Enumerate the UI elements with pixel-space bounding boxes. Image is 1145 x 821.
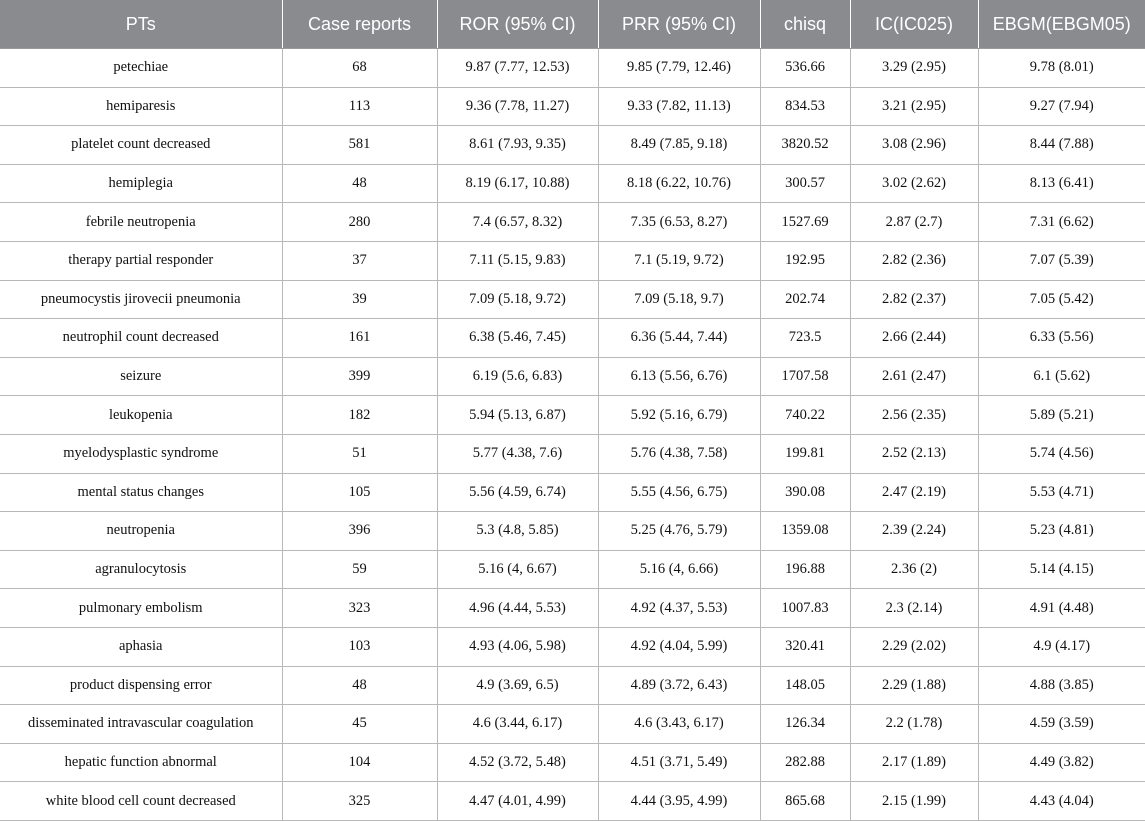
column-header: PTs	[0, 0, 282, 49]
pt-name-cell: platelet count decreased	[0, 126, 282, 165]
table-cell: 9.78 (8.01)	[978, 49, 1145, 88]
table-cell: 5.74 (4.56)	[978, 434, 1145, 473]
table-row	[0, 666, 1145, 705]
pt-name-cell: agranulocytosis	[0, 550, 282, 589]
pt-name-cell: seizure	[0, 357, 282, 396]
table-cell: 5.14 (4.15)	[978, 550, 1145, 589]
table-cell: 4.92 (4.37, 5.53)	[598, 589, 760, 628]
table-cell: 4.44 (3.95, 4.99)	[598, 782, 760, 821]
table-row	[0, 434, 1145, 473]
table-row	[0, 743, 1145, 782]
table-cell: 6.36 (5.44, 7.44)	[598, 319, 760, 358]
table-cell: 5.25 (4.76, 5.79)	[598, 512, 760, 551]
column-header: IC(IC025)	[850, 0, 978, 49]
table-cell: 3.29 (2.95)	[850, 49, 978, 88]
pt-name-cell: therapy partial responder	[0, 241, 282, 280]
table-cell: 5.53 (4.71)	[978, 473, 1145, 512]
table-cell: 325	[282, 782, 437, 821]
table-cell: 4.92 (4.04, 5.99)	[598, 627, 760, 666]
table-cell: 196.88	[760, 550, 850, 589]
table-cell: 7.07 (5.39)	[978, 241, 1145, 280]
table-row	[0, 319, 1145, 358]
table-cell: 4.49 (3.82)	[978, 743, 1145, 782]
table-cell: 4.91 (4.48)	[978, 589, 1145, 628]
table-row	[0, 473, 1145, 512]
table-cell: 5.77 (4.38, 7.6)	[437, 434, 598, 473]
table-cell: 4.9 (4.17)	[978, 627, 1145, 666]
table-cell: 2.87 (2.7)	[850, 203, 978, 242]
table-cell: 2.29 (1.88)	[850, 666, 978, 705]
header-row	[0, 0, 1145, 49]
table-cell: 2.56 (2.35)	[850, 396, 978, 435]
column-header: Case reports	[282, 0, 437, 49]
table-cell: 8.13 (6.41)	[978, 164, 1145, 203]
table-cell: 7.4 (6.57, 8.32)	[437, 203, 598, 242]
table-cell: 9.27 (7.94)	[978, 87, 1145, 126]
table-cell: 7.1 (5.19, 9.72)	[598, 241, 760, 280]
column-header: chisq	[760, 0, 850, 49]
pt-name-cell: aphasia	[0, 627, 282, 666]
table-cell: 834.53	[760, 87, 850, 126]
table-row	[0, 357, 1145, 396]
table-cell: 103	[282, 627, 437, 666]
table-row	[0, 627, 1145, 666]
table-cell: 5.94 (5.13, 6.87)	[437, 396, 598, 435]
table-cell: 7.31 (6.62)	[978, 203, 1145, 242]
table-cell: 2.2 (1.78)	[850, 705, 978, 744]
table-cell: 182	[282, 396, 437, 435]
pt-name-cell: leukopenia	[0, 396, 282, 435]
table-cell: 5.23 (4.81)	[978, 512, 1145, 551]
table-cell: 9.85 (7.79, 12.46)	[598, 49, 760, 88]
table-row	[0, 241, 1145, 280]
table-cell: 3.02 (2.62)	[850, 164, 978, 203]
table-row	[0, 705, 1145, 744]
table-cell: 148.05	[760, 666, 850, 705]
pt-name-cell: neutropenia	[0, 512, 282, 551]
pt-name-cell: disseminated intravascular coagulation	[0, 705, 282, 744]
table-cell: 202.74	[760, 280, 850, 319]
table-cell: 390.08	[760, 473, 850, 512]
table-cell: 4.59 (3.59)	[978, 705, 1145, 744]
table-row	[0, 512, 1145, 551]
column-header: EBGM(EBGM05)	[978, 0, 1145, 49]
table-cell: 3.21 (2.95)	[850, 87, 978, 126]
table-cell: 2.82 (2.36)	[850, 241, 978, 280]
table-cell: 4.6 (3.43, 6.17)	[598, 705, 760, 744]
table-cell: 1359.08	[760, 512, 850, 551]
pt-name-cell: mental status changes	[0, 473, 282, 512]
table-cell: 3820.52	[760, 126, 850, 165]
table-cell: 6.38 (5.46, 7.45)	[437, 319, 598, 358]
table-cell: 2.47 (2.19)	[850, 473, 978, 512]
table-cell: 9.33 (7.82, 11.13)	[598, 87, 760, 126]
pt-name-cell: hemiplegia	[0, 164, 282, 203]
table-cell: 5.16 (4, 6.66)	[598, 550, 760, 589]
table-cell: 1007.83	[760, 589, 850, 628]
table-cell: 7.35 (6.53, 8.27)	[598, 203, 760, 242]
table-cell: 865.68	[760, 782, 850, 821]
table-row	[0, 782, 1145, 821]
table-cell: 4.89 (3.72, 6.43)	[598, 666, 760, 705]
table-cell: 105	[282, 473, 437, 512]
table-cell: 4.88 (3.85)	[978, 666, 1145, 705]
table-cell: 6.13 (5.56, 6.76)	[598, 357, 760, 396]
table-cell: 9.87 (7.77, 12.53)	[437, 49, 598, 88]
table-cell: 113	[282, 87, 437, 126]
table-cell: 192.95	[760, 241, 850, 280]
table-cell: 323	[282, 589, 437, 628]
table-cell: 39	[282, 280, 437, 319]
table-cell: 45	[282, 705, 437, 744]
table-cell: 4.51 (3.71, 5.49)	[598, 743, 760, 782]
table-cell: 4.47 (4.01, 4.99)	[437, 782, 598, 821]
table-cell: 1527.69	[760, 203, 850, 242]
table-cell: 4.93 (4.06, 5.98)	[437, 627, 598, 666]
table-cell: 7.09 (5.18, 9.72)	[437, 280, 598, 319]
table-cell: 8.44 (7.88)	[978, 126, 1145, 165]
pt-name-cell: petechiae	[0, 49, 282, 88]
table-cell: 2.17 (1.89)	[850, 743, 978, 782]
table-row	[0, 164, 1145, 203]
pt-name-cell: febrile neutropenia	[0, 203, 282, 242]
table-cell: 8.49 (7.85, 9.18)	[598, 126, 760, 165]
table-cell: 2.52 (2.13)	[850, 434, 978, 473]
table-cell: 5.92 (5.16, 6.79)	[598, 396, 760, 435]
table-cell: 280	[282, 203, 437, 242]
column-header: ROR (95% CI)	[437, 0, 598, 49]
pt-name-cell: hepatic function abnormal	[0, 743, 282, 782]
table-cell: 5.55 (4.56, 6.75)	[598, 473, 760, 512]
table-cell: 4.43 (4.04)	[978, 782, 1145, 821]
table-cell: 4.96 (4.44, 5.53)	[437, 589, 598, 628]
table-row	[0, 280, 1145, 319]
table-row	[0, 49, 1145, 88]
table-cell: 2.3 (2.14)	[850, 589, 978, 628]
table-cell: 740.22	[760, 396, 850, 435]
table-cell: 5.16 (4, 6.67)	[437, 550, 598, 589]
table-cell: 581	[282, 126, 437, 165]
table-cell: 320.41	[760, 627, 850, 666]
table-cell: 8.18 (6.22, 10.76)	[598, 164, 760, 203]
table-cell: 9.36 (7.78, 11.27)	[437, 87, 598, 126]
table-header	[0, 0, 1145, 49]
table-cell: 5.56 (4.59, 6.74)	[437, 473, 598, 512]
table-cell: 6.19 (5.6, 6.83)	[437, 357, 598, 396]
table-cell: 723.5	[760, 319, 850, 358]
table-row	[0, 126, 1145, 165]
table-row	[0, 203, 1145, 242]
table-cell: 6.33 (5.56)	[978, 319, 1145, 358]
table-cell: 126.34	[760, 705, 850, 744]
pt-name-cell: hemiparesis	[0, 87, 282, 126]
table-cell: 48	[282, 164, 437, 203]
table-cell: 4.9 (3.69, 6.5)	[437, 666, 598, 705]
table-cell: 2.61 (2.47)	[850, 357, 978, 396]
table-cell: 48	[282, 666, 437, 705]
pt-name-cell: white blood cell count decreased	[0, 782, 282, 821]
table-cell: 536.66	[760, 49, 850, 88]
table-cell: 5.89 (5.21)	[978, 396, 1145, 435]
table-cell: 2.15 (1.99)	[850, 782, 978, 821]
table-cell: 300.57	[760, 164, 850, 203]
pt-name-cell: product dispensing error	[0, 666, 282, 705]
table-cell: 37	[282, 241, 437, 280]
table-cell: 5.3 (4.8, 5.85)	[437, 512, 598, 551]
table-body	[0, 49, 1145, 821]
table-cell: 59	[282, 550, 437, 589]
table-cell: 7.11 (5.15, 9.83)	[437, 241, 598, 280]
table-cell: 282.88	[760, 743, 850, 782]
pt-name-cell: neutrophil count decreased	[0, 319, 282, 358]
table-cell: 396	[282, 512, 437, 551]
table-cell: 104	[282, 743, 437, 782]
pt-name-cell: myelodysplastic syndrome	[0, 434, 282, 473]
table-cell: 3.08 (2.96)	[850, 126, 978, 165]
table-cell: 4.6 (3.44, 6.17)	[437, 705, 598, 744]
table-cell: 7.09 (5.18, 9.7)	[598, 280, 760, 319]
table-cell: 2.36 (2)	[850, 550, 978, 589]
table-cell: 7.05 (5.42)	[978, 280, 1145, 319]
table-row	[0, 396, 1145, 435]
table-cell: 161	[282, 319, 437, 358]
table-cell: 68	[282, 49, 437, 88]
table-cell: 2.66 (2.44)	[850, 319, 978, 358]
table-cell: 8.19 (6.17, 10.88)	[437, 164, 598, 203]
pt-name-cell: pulmonary embolism	[0, 589, 282, 628]
pt-name-cell: pneumocystis jirovecii pneumonia	[0, 280, 282, 319]
table-cell: 6.1 (5.62)	[978, 357, 1145, 396]
table-cell: 1707.58	[760, 357, 850, 396]
table-cell: 2.29 (2.02)	[850, 627, 978, 666]
table-cell: 2.82 (2.37)	[850, 280, 978, 319]
column-header: PRR (95% CI)	[598, 0, 760, 49]
table-cell: 5.76 (4.38, 7.58)	[598, 434, 760, 473]
table-cell: 8.61 (7.93, 9.35)	[437, 126, 598, 165]
table-row	[0, 589, 1145, 628]
table-row	[0, 550, 1145, 589]
table-row	[0, 87, 1145, 126]
table-cell: 4.52 (3.72, 5.48)	[437, 743, 598, 782]
table-cell: 199.81	[760, 434, 850, 473]
table-cell: 2.39 (2.24)	[850, 512, 978, 551]
table-cell: 399	[282, 357, 437, 396]
table-cell: 51	[282, 434, 437, 473]
